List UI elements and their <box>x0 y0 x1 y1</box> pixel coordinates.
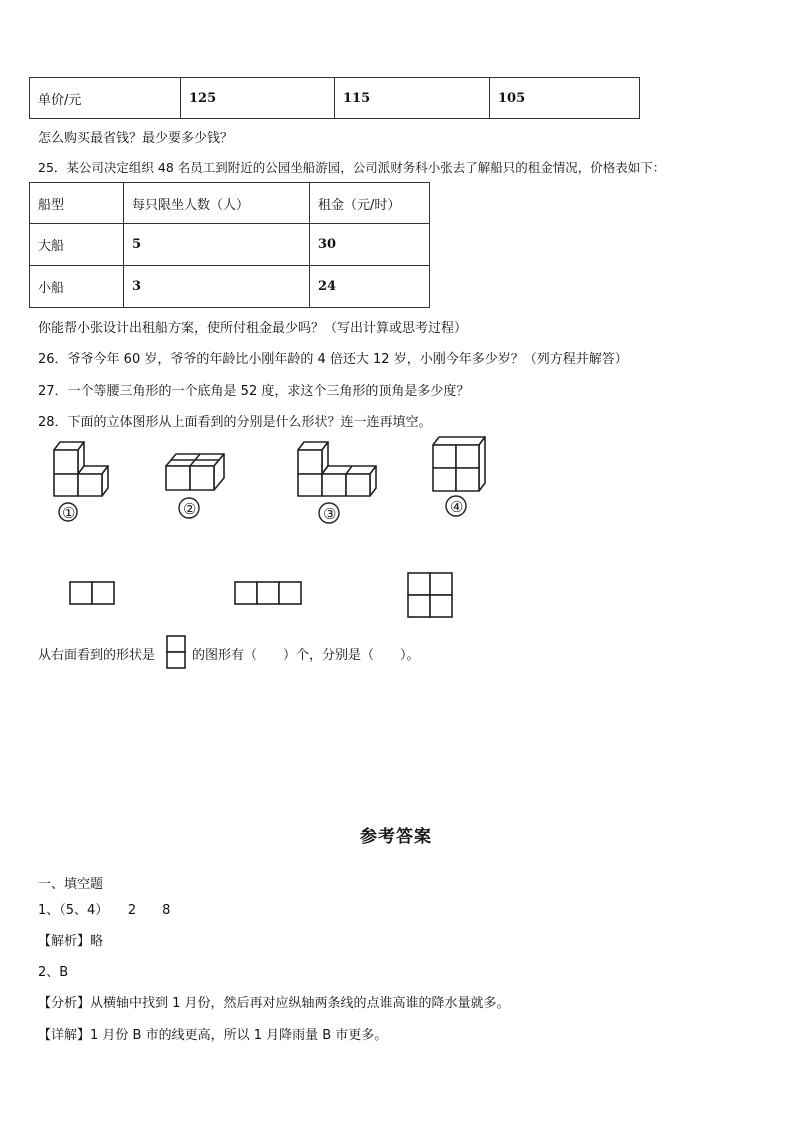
solid-figure-2 <box>160 448 240 528</box>
boat-table <box>29 182 430 308</box>
table-cell: 小船 <box>30 266 124 308</box>
answer-2: 2、B <box>38 965 69 980</box>
vertical-two-squares-icon <box>165 634 189 672</box>
table-cell: 30 <box>310 224 430 266</box>
table-header-cell: 每只限坐人数（人） <box>124 183 310 224</box>
table-cell: 单价/元 <box>30 78 181 119</box>
figure-label: ① <box>62 504 76 522</box>
answer-2-analysis: 【分析】从横轴中找到 1 月份，然后再对应纵轴两条线的点谁高谁的降水量就多。 <box>38 996 510 1011</box>
figure-label: ② <box>183 500 197 518</box>
answer-1-analysis: 【解析】略 <box>38 934 104 949</box>
top-view-two-squares[interactable] <box>68 580 118 610</box>
table-cell: 24 <box>310 266 430 308</box>
question-27: 27．一个等腰三角形的一个底角是 52 度，求这个三角形的顶角是多少度？ <box>38 384 470 399</box>
question-28-text: 28．下面的立体图形从上面看到的分别是什么形状？连一连再填空。 <box>38 415 432 430</box>
table-header-cell: 船型 <box>30 183 124 224</box>
solid-figure-3 <box>292 437 382 527</box>
solid-figure-1 <box>48 437 118 525</box>
question-28-fill-suffix: 的图形有（ ）个，分别是（ ）。 <box>192 648 420 663</box>
table-cell: 125 <box>181 78 335 119</box>
question-25-ask: 你能帮小张设计出租船方案，使所付租金最少吗？（写出计算或思考过程） <box>38 321 468 336</box>
question-26: 26．爷爷今年 60 岁，爷爷的年龄比小刚年龄的 4 倍还大 12 岁，小刚今年多少岁？（列方程并解答） <box>38 352 628 367</box>
answer-2-detail: 【详解】1 月份 B 市的线更高，所以 1 月降雨量 B 市更多。 <box>38 1028 388 1043</box>
table-cell: 大船 <box>30 224 124 266</box>
figure-label: ④ <box>450 498 464 516</box>
table-cell: 3 <box>124 266 310 308</box>
answer-1: 1、（5、4） 2 8 <box>38 903 171 918</box>
price-table <box>29 77 640 119</box>
table-cell: 115 <box>335 78 490 119</box>
top-view-four-squares[interactable] <box>406 571 456 621</box>
answers-title: 参考答案 <box>360 827 432 847</box>
solid-figure-4 <box>427 433 497 523</box>
table-cell: 5 <box>124 224 310 266</box>
table-row <box>30 266 430 308</box>
question-25-text: 25．某公司决定组织 48 名员工到附近的公园坐船游园，公司派财务科小张去了解船只的租金情况，价格表如下： <box>38 160 666 175</box>
table-row <box>30 224 430 266</box>
figure-label: ③ <box>323 505 337 523</box>
table-row <box>30 78 640 119</box>
question-28-fill-prefix: 从右面看到的形状是 <box>38 648 156 663</box>
answers-section: 一、填空题 <box>38 877 104 892</box>
table-cell: 105 <box>490 78 640 119</box>
table-header-cell: 租金（元/时） <box>310 183 430 224</box>
question-24-tail: 怎么购买最省钱？最少要多少钱？ <box>38 131 234 146</box>
table-header-row <box>30 183 430 224</box>
top-view-three-squares[interactable] <box>233 580 305 610</box>
